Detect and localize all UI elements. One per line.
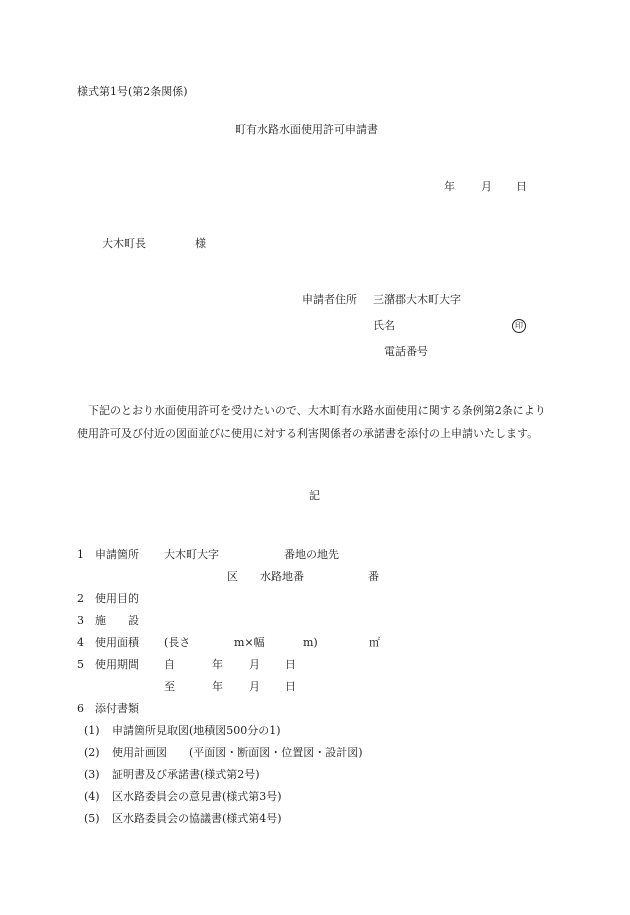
date-year: 年 <box>444 180 455 193</box>
document-title: 町有水路水面使用許可申請書 <box>235 123 378 136</box>
applicant-address-value: 三潴郡大木町大字 <box>373 293 461 306</box>
applicant-seal-mark: 印 <box>512 318 526 333</box>
item-label: 申請箇所 <box>95 548 139 561</box>
location-banchi: 番地の地先 <box>284 548 339 561</box>
attachment-text: 使用計画図 (平面図・断面図・位置図・設計図) <box>112 746 363 759</box>
attachment-number: (5) <box>84 812 100 825</box>
addressee-honorific: 様 <box>195 237 206 250</box>
applicant-phone-label: 電話番号 <box>384 345 428 358</box>
attachment-text: 区水路委員会の協議書(様式第4号) <box>112 812 282 825</box>
item-label: 使用面積 <box>95 636 139 649</box>
item-label: 使用期間 <box>95 658 139 671</box>
item-number: 2 <box>77 592 84 605</box>
item-number: 5 <box>77 658 84 671</box>
period-to-day: 日 <box>285 680 296 693</box>
applicant-name-label: 氏名 <box>373 319 395 332</box>
item-number: 3 <box>77 614 84 627</box>
ki-heading: 記 <box>309 489 320 502</box>
attachment-text: 区水路委員会の意見書(様式第3号) <box>112 790 282 803</box>
attachment-number: (4) <box>84 790 100 803</box>
period-from-year: 年 <box>212 658 223 671</box>
attachment-number: (3) <box>84 768 100 781</box>
attachment-number: (2) <box>84 746 100 759</box>
item-number: 4 <box>77 636 84 649</box>
area-width: m×幅 <box>234 636 265 649</box>
body-paragraph: 下記のとおり水面使用許可を受けたいので、大木町有水路水面使用に関する条例第2条により使用許可及び付近の図面並びに使用に対する利害関係者の承諾書を添付の上申請いたします。 <box>77 404 546 440</box>
location-place: 大木町大字 <box>164 548 219 561</box>
period-to: 至 <box>164 680 175 693</box>
item-label: 添付書類 <box>95 702 139 715</box>
attachment-text: 申請箇所見取図(地積図500分の1) <box>112 724 281 737</box>
location-ban: 番 <box>368 570 379 583</box>
area-close: m) <box>303 636 318 649</box>
addressee-name: 大木町長 <box>102 237 146 250</box>
date-month: 月 <box>481 180 492 193</box>
period-from: 自 <box>164 658 175 671</box>
attachment-number: (1) <box>84 724 100 737</box>
form-number: 様式第1号(第2条関係) <box>77 85 188 98</box>
period-from-month: 月 <box>249 658 260 671</box>
applicant-address-label: 申請者住所 <box>302 293 357 306</box>
period-to-year: 年 <box>212 680 223 693</box>
item-label: 使用目的 <box>95 592 139 605</box>
location-ku: 区 <box>227 570 238 583</box>
item-number: 6 <box>77 702 84 715</box>
date-day: 日 <box>516 180 527 193</box>
item-number: 1 <box>77 548 84 561</box>
location-suiro: 水路地番 <box>260 570 304 583</box>
area-length: (長さ <box>164 636 191 649</box>
period-from-day: 日 <box>285 658 296 671</box>
period-to-month: 月 <box>249 680 260 693</box>
item-label: 施 設 <box>95 614 139 627</box>
area-unit: ㎡ <box>369 636 380 649</box>
attachment-text: 証明書及び承諾書(様式第2号) <box>112 768 260 781</box>
